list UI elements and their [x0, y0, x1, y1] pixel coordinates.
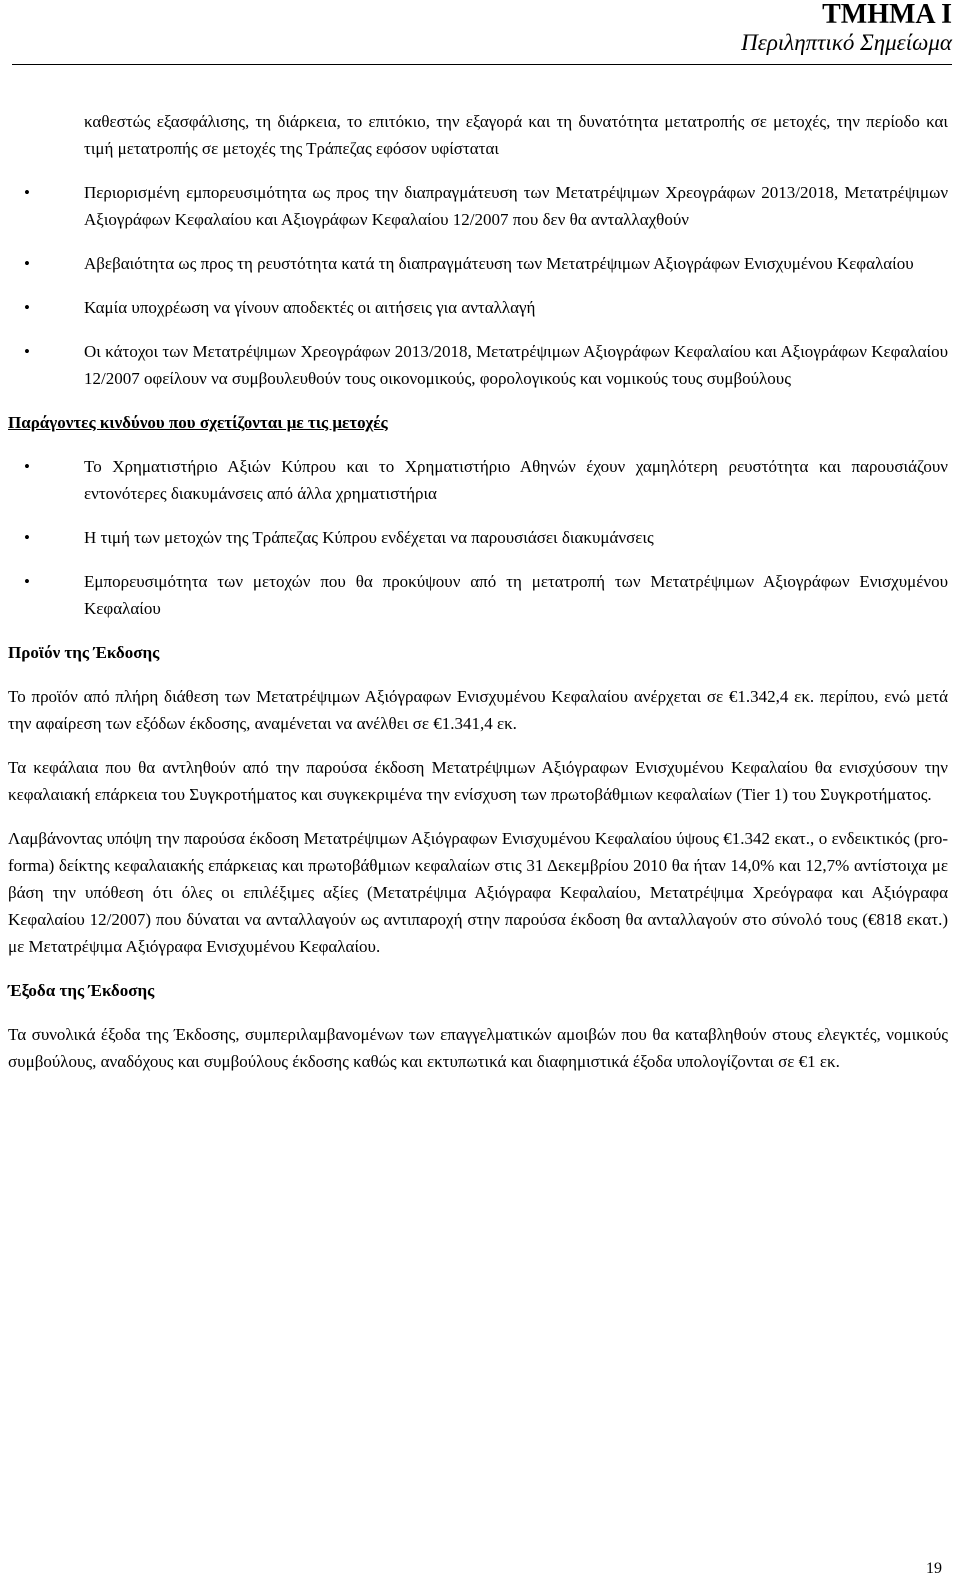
list-item	[24, 294, 948, 321]
document-body	[8, 108, 948, 1075]
section-subtitle: Περιληπτικό Σημείωμα	[12, 30, 952, 65]
expenses-heading: Έξοδα της Έκδοσης	[8, 981, 155, 1000]
page-number: 19	[926, 1560, 942, 1577]
bullet-icon: •	[24, 254, 30, 273]
list-item-text: Καμία υποχρέωση να γίνουν αποδεκτές οι αιτήσεις για ανταλλαγή	[84, 298, 536, 317]
list-item-text: Η τιμή των μετοχών της Τράπεζας Κύπρου ενδέχεται να παρουσιάσει διακυμάνσεις	[84, 528, 654, 547]
list-item	[24, 338, 948, 392]
list-item	[24, 568, 948, 622]
list-item-text: Εμπορευσιμότητα των μετοχών που θα προκύψουν από τη μετατροπή των Μετατρέψιμων Αξιογράφων Ενισχυμένου Κεφαλαίου	[84, 572, 948, 618]
list-item-text: Οι κάτοχοι των Μετατρέψιμων Χρεογράφων 2013/2018, Μετατρέψιμων Αξιογράφων Κεφαλαίου και Αξιογράφων Κεφαλαίου 12/2007 οφείλουν να συμβουλευθούν τους οικονομικούς, φορολογικούς και νομικούς τους συμβούλους	[84, 342, 948, 388]
continued-paragraph: καθεστώς εξασφάλισης, τη διάρκεια, το επιτόκιο, την εξαγορά και τη δυνατότητα μετατροπής σε μετοχές, την περίοδο και τιμή μετατροπής σε μετοχές της Τράπεζας εφόσον υφίσταται	[84, 112, 948, 158]
risk-factors-heading: Παράγοντες κινδύνου που σχετίζονται με τις μετοχές	[8, 413, 388, 432]
list-item	[24, 179, 948, 233]
proceeds-paragraph: Τα κεφάλαια που θα αντληθούν από την παρούσα έκδοση Μετατρέψιμων Αξιόγραφων Ενισχυμένου Κεφαλαίου θα ενισχύσουν την κεφαλαιακή επάρκεια του Συγκροτήματος και συγκεκριμένα την ενίσχυση των πρωτοβάθμιων κεφαλαίων (Tier 1) του Συγκροτήματος.	[8, 758, 948, 804]
proceeds-paragraph: Το προϊόν από πλήρη διάθεση των Μετατρέψιμων Αξιόγραφων Ενισχυμένου Κεφαλαίου ανέρχεται σε €1.342,4 εκ. περίπου, ενώ μετά την αφαίρεση των εξόδων έκδοσης, αναμένεται να ανέλθει σε €1.341,4 εκ.	[8, 687, 948, 733]
proceeds-paragraph: Λαμβάνοντας υπόψη την παρούσα έκδοση Μετατρέψιμων Αξιόγραφων Ενισχυμένου Κεφαλαίου ύψους €1.342 εκατ., ο ενδεικτικός (pro-forma) δείκτης κεφαλαιακής επάρκειας και πρωτοβάθμιων κεφαλαίων στις 31 Δεκεμβρίου 2010 θα ήταν 14,0% και 12,7% αντίστοιχα με βάση την υπόθεση ότι όλες οι επιλέξιμες αξίες (Μετατρέψιμα Αξιόγραφα Κεφαλαίου, Μετατρέψιμα Χρεόγραφα και Αξιόγραφα Κεφαλαίου 12/2007) που δύναται να ανταλλαγούν ως αντιπαροχή στην παρούσα έκδοση θα ανταλλαγούν στο σύνολό τους (€818 εκατ.) με Μετατρέψιμα Αξιόγραφα Ενισχυμένου Κεφαλαίου.	[8, 829, 948, 956]
section-title: ΤΜΗΜΑ Ι	[822, 0, 952, 30]
expenses-paragraph: Τα συνολικά έξοδα της Έκδοσης, συμπεριλαμβανομένων των επαγγελματικών αμοιβών που θα καταβληθούν στους ελεγκτές, νομικούς συμβούλους, αναδόχους και συμβούλους έκδοσης καθώς και εκτυπωτικά και διαφημιστικά έξοδα υπολογίζονται σε €1 εκ.	[8, 1025, 948, 1071]
bullet-icon: •	[24, 183, 30, 202]
list-item	[24, 453, 948, 507]
list-item-text: Περιορισμένη εμπορευσιμότητα ως προς την διαπραγμάτευση των Μετατρέψιμων Χρεογράφων 2013/2018, Μετατρέψιμων Αξιογράφων Κεφαλαίου και Αξιογράφων Κεφαλαίου 12/2007 που δεν θα ανταλλαχθούν	[84, 183, 948, 229]
page-header	[12, 0, 952, 65]
bullet-icon: •	[24, 572, 30, 591]
list-item	[24, 250, 948, 277]
proceeds-heading: Προϊόν της Έκδοσης	[8, 643, 160, 662]
list-item-text: Αβεβαιότητα ως προς τη ρευστότητα κατά τη διαπραγμάτευση των Μετατρέψιμων Αξιογράφων Ενισχυμένου Κεφαλαίου	[84, 254, 914, 273]
bullet-icon: •	[24, 298, 30, 317]
bullet-icon: •	[24, 457, 30, 476]
bullet-icon: •	[24, 342, 30, 361]
bullet-icon: •	[24, 528, 30, 547]
list-item-text: Το Χρηματιστήριο Αξιών Κύπρου και το Χρηματιστήριο Αθηνών έχουν χαμηλότερη ρευστότητα και παρουσιάζουν εντονότερες διακυμάνσεις από άλλα χρηματιστήρια	[84, 457, 948, 503]
list-item	[24, 524, 948, 551]
